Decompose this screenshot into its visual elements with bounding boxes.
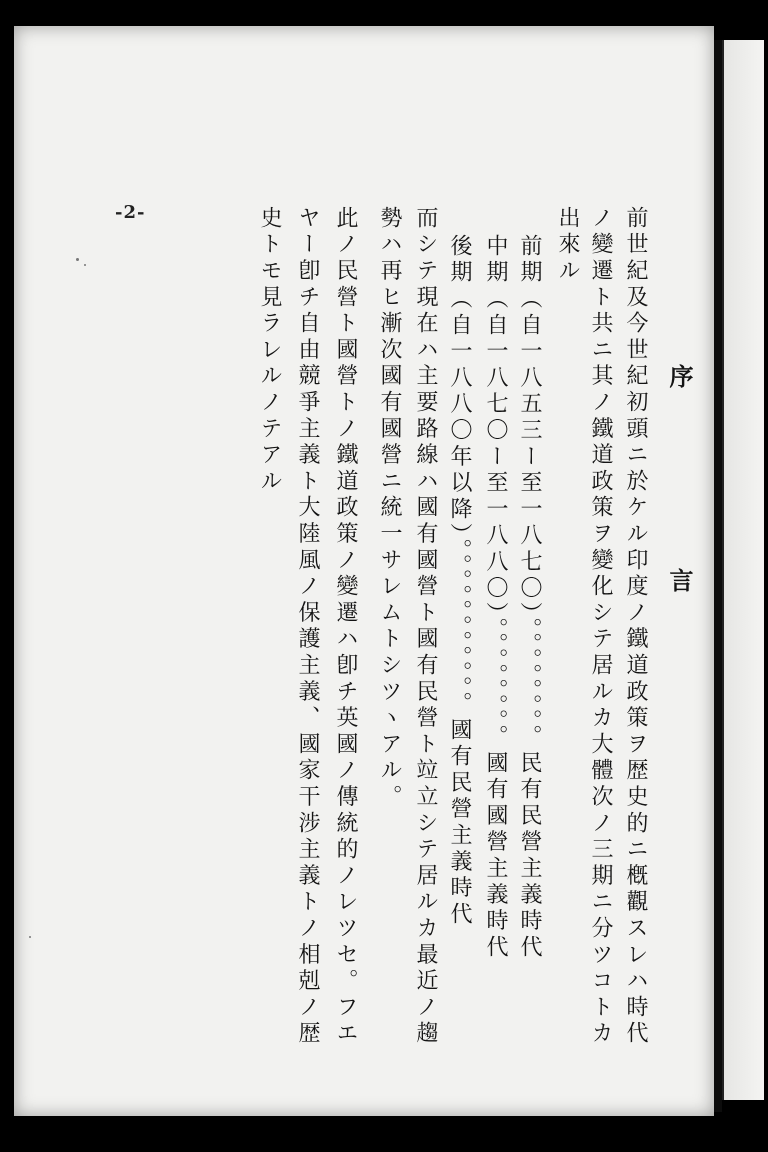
section-title: 序 言	[665, 364, 694, 670]
book-gutter	[714, 40, 722, 1112]
paper-speck	[76, 258, 79, 261]
text-column-10: ヤー卽チ自由競爭主義ト大陸風ノ保護主義、國家干涉主義トノ相剋ノ歴	[295, 206, 320, 1048]
text-column-1: 前世紀及今世紀初頭ニ於ケル印度ノ鐵道政策ヲ歴史的ニ槪觀スレハ時代	[623, 206, 648, 1048]
text-column-8: 勢ハ再ヒ漸次國有國營ニ統一サレムトシツヽアル。	[377, 206, 402, 811]
text-column-4: 前期（自一八五三ー至一八七〇）。。。。。。。。民有民營主義時代	[517, 234, 542, 962]
text-column-3: 出來ル	[555, 206, 580, 285]
paper-speck	[29, 936, 31, 938]
adjacent-page-edge	[722, 40, 764, 1100]
text-column-9: 此ノ民營ト國營トノ鐵道政策ノ變遷ハ卽チ英國ノ傳統的ノレツセ。フエ	[333, 206, 358, 1048]
text-column-2: ノ變遷ト共ニ其ノ鐵道政策ヲ變化シテ居ルカ大體次ノ三期ニ分ツコトカ	[588, 206, 613, 1048]
text-column-6: 後期（自一八八〇年以降）。。。。。。。。。。。國有民營主義時代	[447, 234, 472, 929]
page-number: -2-	[115, 202, 146, 223]
text-column-5: 中期（自一八七〇ー至一八八〇）。。。。。。。。國有國營主義時代	[483, 234, 508, 962]
book-page	[14, 26, 714, 1116]
paper-speck	[84, 264, 86, 266]
text-column-11: 史トモ見ラレルノテアル	[257, 206, 282, 496]
text-column-7: 而シテ現在ハ主要路線ハ國有國營ト國有民營ト竝立シテ居ルカ最近ノ趨	[413, 206, 438, 1048]
